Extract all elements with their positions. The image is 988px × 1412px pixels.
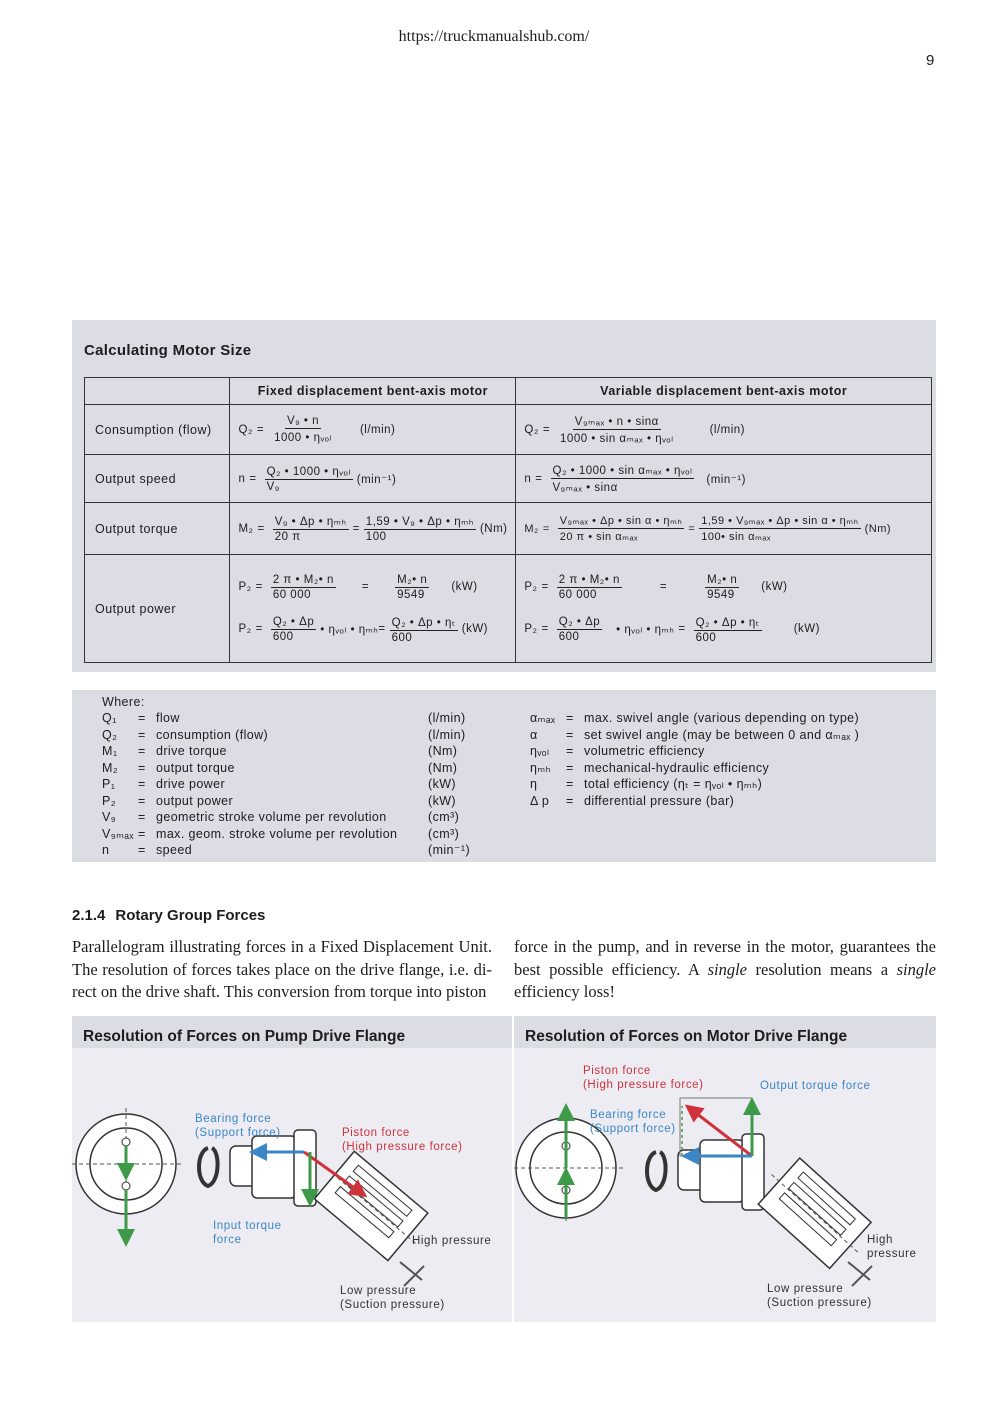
numerator: 2 π • M₂• n — [558, 573, 620, 586]
fraction — [273, 514, 349, 543]
lhs: M₂ — [238, 522, 254, 535]
denominator: V₉ₘₐₓ • sinα — [552, 482, 618, 494]
legend-description: max. geom. stroke volume per revolution — [156, 826, 398, 841]
legend-symbol: V₉ₘₐₓ — [102, 826, 134, 841]
legend-equals: = — [566, 793, 574, 808]
table-header-row — [85, 378, 932, 405]
denominator: 9549 — [707, 588, 735, 601]
motor-figure-title: Resolution of Forces on Motor Drive Flange — [514, 1016, 936, 1048]
section-title: Rotary Group Forces — [115, 907, 266, 924]
fraction — [558, 514, 685, 543]
fraction — [705, 574, 739, 601]
numerator: 1,59 • V₉ₘₐₓ • Δp • sin α • ηₘₕ — [701, 515, 859, 527]
legend-row — [102, 826, 482, 843]
legend-symbol: Q₁ — [102, 711, 117, 725]
legend-equals: = — [566, 727, 574, 742]
legend-row — [530, 760, 930, 777]
legend-description: mechanical-hydraulic efficiency — [584, 760, 770, 775]
fixed-torque: M₂ = $\frac{\text{V₉ • Δp • ηₘₕ}}{20 \pi}$ = $\frac{\text{1,59 • V₉ • Δp • ηₘₕ}}{100}$ (Nm) — [230, 503, 516, 555]
denominator: 100• sin αₘₐₓ — [701, 531, 772, 543]
legend-equals: = — [138, 843, 146, 857]
piston-force-label — [342, 1126, 463, 1154]
where-title: Where: — [102, 695, 145, 709]
label-line: High — [867, 1234, 894, 1246]
legend-symbol: αₘₐₓ — [530, 711, 556, 725]
numerator: Q₂ • Δp — [558, 615, 601, 628]
legend-symbol: ηᵥₒₗ — [530, 744, 550, 758]
legend-description: flow — [156, 711, 180, 725]
legend-equals: = — [138, 810, 146, 824]
numerator: M₂• n — [397, 573, 428, 586]
legend-equals: = — [566, 777, 574, 791]
variable-consumption: Q₂ = $\frac{\text{V₉ₘₐₓ • n • sinα}}{\text{1000 • sin αₘₐₓ • ηᵥₒₗ}}$ (l/min) — [516, 405, 932, 455]
variable-torque: M₂ = $\frac{\text{V₉ₘₐₓ • Δp • sin α • ηₘₕ}}{\text{20 π • sin αₘₐₓ}}$ = $\frac{\text{1,59 • V₉ₘₐₓ • Δp • sin α • ηₘₕ}}{\text{100• sin αₘₐₓ}}$ (Nm) — [516, 503, 932, 555]
emphasis: single — [896, 959, 936, 979]
efficiency-product: • ηᵥₒₗ • ηₘₕ — [320, 624, 379, 636]
legend-description: geometric stroke volume per revolution — [156, 810, 387, 824]
legend-symbol: Δ p — [530, 793, 550, 808]
header-empty — [85, 378, 230, 405]
legend-unit: (cm³) — [428, 826, 460, 841]
unit: (kW) — [461, 623, 489, 635]
legend-unit: (kW) — [428, 793, 456, 808]
fixed-power: P₂ = $\frac{\text{2 π • M₂• n}}{60 000}$ = $\frac{\text{M₂• n}}{9549}$ (kW) P₂ = $\frac{\text{Q₂ • Δp}}{600}$ • ηᵥₒₗ • ηₘₕ = $\frac{\text{Q₂ • Δp • ηₜ}}{600}$ (kW) — [230, 555, 516, 663]
denominator: 100 — [365, 531, 387, 543]
legend-equals: = — [138, 777, 146, 791]
row-label-consumption: Consumption (flow) — [85, 405, 230, 455]
rotation-arrow-icon — [647, 1152, 666, 1190]
legend-equals: = — [138, 727, 146, 742]
legend-row — [530, 743, 930, 760]
fraction — [265, 464, 353, 493]
table-row — [85, 455, 932, 503]
label-line: Low pressure — [767, 1283, 844, 1295]
numerator: V₉ • Δp • ηₘₕ — [274, 516, 347, 528]
legend-unit: (min⁻¹) — [428, 843, 471, 857]
unit: (l/min) — [709, 423, 746, 436]
legend-equals: = — [566, 711, 574, 725]
fixed-consumption: Q₂ = $\frac{\text{V₉ • n}}{\text{1000 • ηᵥₒₗ}}$ (l/min) — [230, 405, 516, 455]
lhs: n — [524, 472, 532, 485]
body-column-2 — [514, 936, 936, 1004]
body-text: resolution means a — [747, 959, 897, 979]
flange-disc — [72, 1108, 184, 1220]
header-fixed: Fixed displacement bent-axis motor — [230, 378, 516, 405]
motor-size-title: Calculating Motor Size — [84, 342, 252, 359]
legend-description: output power — [156, 793, 234, 808]
fraction — [551, 463, 695, 494]
denominator: 20 π • sin αₘₐₓ — [559, 531, 639, 543]
unit: (min⁻¹) — [356, 473, 397, 486]
fixed-speed: n = $\frac{\text{Q₂ • 1000 • ηᵥₒₗ}}{\text{V₉}}$ (min⁻¹) — [230, 455, 516, 503]
efficiency-product: • ηᵥₒₗ • ηₘₕ — [616, 624, 675, 636]
legend-row — [530, 793, 930, 810]
unit: (kW) — [793, 623, 820, 635]
legend-symbol: η — [530, 777, 538, 791]
legend-row — [102, 793, 482, 810]
fraction — [557, 574, 622, 601]
row-label-speed: Output speed — [85, 455, 230, 503]
fraction — [271, 616, 316, 643]
legend-equals: = — [138, 826, 146, 841]
legend-description: set swivel angle (may be between 0 and αₘₐₓ ) — [584, 727, 860, 742]
numerator: Q₂ • Δp • ηₜ — [391, 616, 456, 629]
pump-figure-title: Resolution of Forces on Pump Drive Flange — [72, 1016, 512, 1048]
legend-symbol: M₁ — [102, 744, 118, 758]
lhs: n — [238, 472, 246, 485]
low-pressure-label — [767, 1282, 872, 1310]
legend-unit: (l/min) — [428, 727, 466, 742]
legend-description: drive torque — [156, 744, 227, 758]
unit: (Nm) — [864, 522, 892, 535]
legend-equals: = — [566, 744, 574, 758]
legend-row — [530, 776, 930, 793]
unit: (kW) — [761, 581, 788, 593]
motor-size-table — [84, 377, 932, 663]
legend-unit: (kW) — [428, 777, 456, 791]
pump-flange-figure — [72, 1016, 512, 1322]
label-line: (Suction pressure) — [340, 1299, 445, 1311]
fraction — [364, 514, 476, 543]
label-line: force — [213, 1234, 242, 1246]
fraction — [395, 574, 429, 601]
body-text: efficiency loss! — [514, 982, 615, 1001]
denominator: 600 — [272, 630, 294, 643]
motor-diagram — [514, 1048, 936, 1322]
fraction — [271, 574, 336, 601]
label-line: (Support force) — [590, 1123, 676, 1135]
label-line: Bearing force — [590, 1109, 667, 1121]
section-number: 2.1.4 — [72, 907, 106, 924]
legend-description: total efficiency (ηₜ = ηᵥₒₗ • ηₘₕ) — [584, 777, 763, 791]
bearing-force-label — [195, 1112, 281, 1140]
piston-force-label — [583, 1064, 704, 1092]
label-line: (High pressure force) — [583, 1079, 704, 1091]
legend-row — [102, 743, 482, 760]
legend-description: max. swivel angle (various depending on type) — [584, 711, 860, 725]
legend-symbol: M₂ — [102, 760, 119, 775]
legend-description: consumption (flow) — [156, 727, 269, 742]
legend-symbol: P₂ — [102, 793, 116, 808]
label-line: pressure — [867, 1248, 917, 1260]
legend-symbol: α — [530, 727, 538, 742]
table-row — [85, 405, 932, 455]
fraction — [699, 514, 860, 543]
unit: (min⁻¹) — [706, 473, 746, 486]
legend-unit: (l/min) — [428, 711, 466, 725]
numerator: 1,59 • V₉ • Δp • ηₘₕ — [365, 516, 474, 528]
body-text: force in the pump, and in reverse in the motor, guarantees the best possible efficiency. A — [514, 937, 936, 979]
source-url: https://truckmanualshub.com/ — [398, 28, 590, 45]
legend-description: drive power — [156, 777, 226, 791]
denominator: V₉ — [266, 481, 280, 493]
legend-equals: = — [566, 760, 574, 775]
numerator: M₂• n — [707, 573, 738, 586]
label-line: Bearing force — [195, 1113, 272, 1125]
legend-row — [102, 727, 482, 744]
denominator: 9549 — [397, 588, 425, 601]
legend-row — [102, 776, 482, 793]
legend-unit: (cm³) — [428, 810, 460, 824]
label-line: Input torque — [213, 1220, 282, 1232]
legend-equals: = — [138, 760, 146, 775]
legend-symbol: P₁ — [102, 777, 116, 791]
legend-equals: = — [138, 744, 146, 758]
legend-symbol: V₉ — [102, 810, 117, 824]
where-right-list — [530, 710, 930, 809]
denominator: 60 000 — [558, 588, 597, 601]
denominator: 600 — [391, 631, 413, 644]
legend-row — [530, 727, 930, 744]
legend-row — [530, 710, 930, 727]
where-left-list — [102, 710, 482, 859]
body-column-1: Parallelogram illustrating forces in a Fixed Displacement Unit. The resolution of forces takes place on the drive flange, i.e. di-rect on the drive shaft. This conversion from torque into piston — [72, 937, 492, 1001]
table-row — [85, 503, 932, 555]
high-pressure-label: High pressure — [412, 1235, 492, 1247]
low-pressure-label — [340, 1284, 445, 1312]
lhs: Q₂ — [524, 423, 539, 436]
label-line: Piston force — [583, 1065, 651, 1077]
legend-unit: (Nm) — [428, 760, 458, 775]
unit: (Nm) — [479, 522, 508, 535]
unit: (l/min) — [359, 423, 396, 436]
numerator: V₉ₘₐₓ • Δp • sin α • ηₘₕ — [559, 515, 683, 527]
motor-flange-figure — [514, 1016, 936, 1322]
variable-power: P₂ = $\frac{\text{2 π • M₂• n}}{60 000}$ = $\frac{\text{M₂• n}}{9549}$ (kW) P₂ = $\frac{\text{Q₂ • Δp}}{600}$ • ηᵥₒₗ • ηₘₕ = $\frac{\text{Q₂ • Δp • ηₜ}}{600}$ (kW) — [516, 555, 932, 663]
numerator: V₉ₘₐₓ • n • sinα — [574, 416, 659, 428]
numerator: V₉ • n — [286, 415, 320, 427]
fraction — [694, 615, 762, 644]
bearing-force-label — [590, 1108, 676, 1136]
legend-row — [102, 842, 482, 859]
label-line: Piston force — [342, 1127, 410, 1139]
legend-equals: = — [138, 793, 146, 808]
legend-description: volumetric efficiency — [584, 744, 705, 758]
flow-arrows-icon — [400, 1262, 424, 1286]
lhs: P₂ — [238, 623, 252, 635]
legend-row — [102, 809, 482, 826]
label-line: (Support force) — [195, 1127, 281, 1139]
numerator: Q₂ • Δp • ηₜ — [695, 616, 760, 629]
page-number: 9 — [926, 52, 935, 69]
lhs: P₂ — [238, 581, 252, 593]
denominator: 60 000 — [272, 588, 311, 601]
variable-speed: n = $\frac{\text{Q₂ • 1000 • sin αₘₐₓ • ηᵥₒₗ}}{\text{V₉ₘₐₓ • sinα}}$ (min⁻¹) — [516, 455, 932, 503]
fraction — [558, 414, 676, 445]
denominator: 1000 • sin αₘₐₓ • ηᵥₒₗ — [560, 433, 674, 445]
denominator: 1000 • ηᵥₒₗ — [274, 432, 332, 444]
row-label-torque: Output torque — [85, 503, 230, 555]
pump-diagram — [72, 1048, 512, 1322]
header-variable: Variable displacement bent-axis motor — [516, 378, 932, 405]
emphasis: single — [707, 959, 747, 979]
label-line: (High pressure force) — [342, 1141, 463, 1153]
legend-row — [102, 760, 482, 777]
section-heading — [72, 907, 265, 924]
row-label-power: Output power — [85, 555, 230, 663]
denominator: 20 π — [274, 531, 301, 543]
lhs: P₂ — [524, 623, 538, 635]
legend-description: differential pressure (bar) — [584, 793, 735, 808]
legend-description: output torque — [156, 760, 235, 775]
legend-equals: = — [138, 711, 146, 725]
legend-symbol: n — [102, 843, 110, 857]
numerator: Q₂ • 1000 • ηᵥₒₗ — [266, 466, 351, 478]
numerator: Q₂ • 1000 • sin αₘₐₓ • ηᵥₒₗ — [552, 465, 693, 477]
legend-row — [102, 710, 482, 727]
output-torque-label: Output torque force — [760, 1080, 871, 1092]
lhs: M₂ — [524, 522, 539, 535]
fraction — [557, 616, 602, 643]
unit: (kW) — [451, 581, 478, 593]
numerator: 2 π • M₂• n — [272, 573, 334, 586]
fraction — [390, 615, 458, 644]
legend-symbol: ηₘₕ — [530, 760, 551, 775]
rotation-arrow-icon — [199, 1148, 218, 1186]
denominator: 600 — [558, 630, 580, 643]
legend-symbol: Q₂ — [102, 727, 118, 742]
legend-description: speed — [156, 843, 193, 857]
denominator: 600 — [695, 631, 717, 644]
high-pressure-label — [867, 1233, 917, 1261]
lhs: Q₂ — [238, 423, 253, 436]
label-line: Low pressure — [340, 1285, 417, 1297]
numerator: Q₂ • Δp — [272, 615, 315, 628]
fraction — [272, 415, 334, 444]
lhs: P₂ — [524, 581, 538, 593]
legend-unit: (Nm) — [428, 744, 458, 758]
input-torque-label — [213, 1219, 282, 1247]
label-line: (Suction pressure) — [767, 1297, 872, 1309]
table-row — [85, 555, 932, 663]
